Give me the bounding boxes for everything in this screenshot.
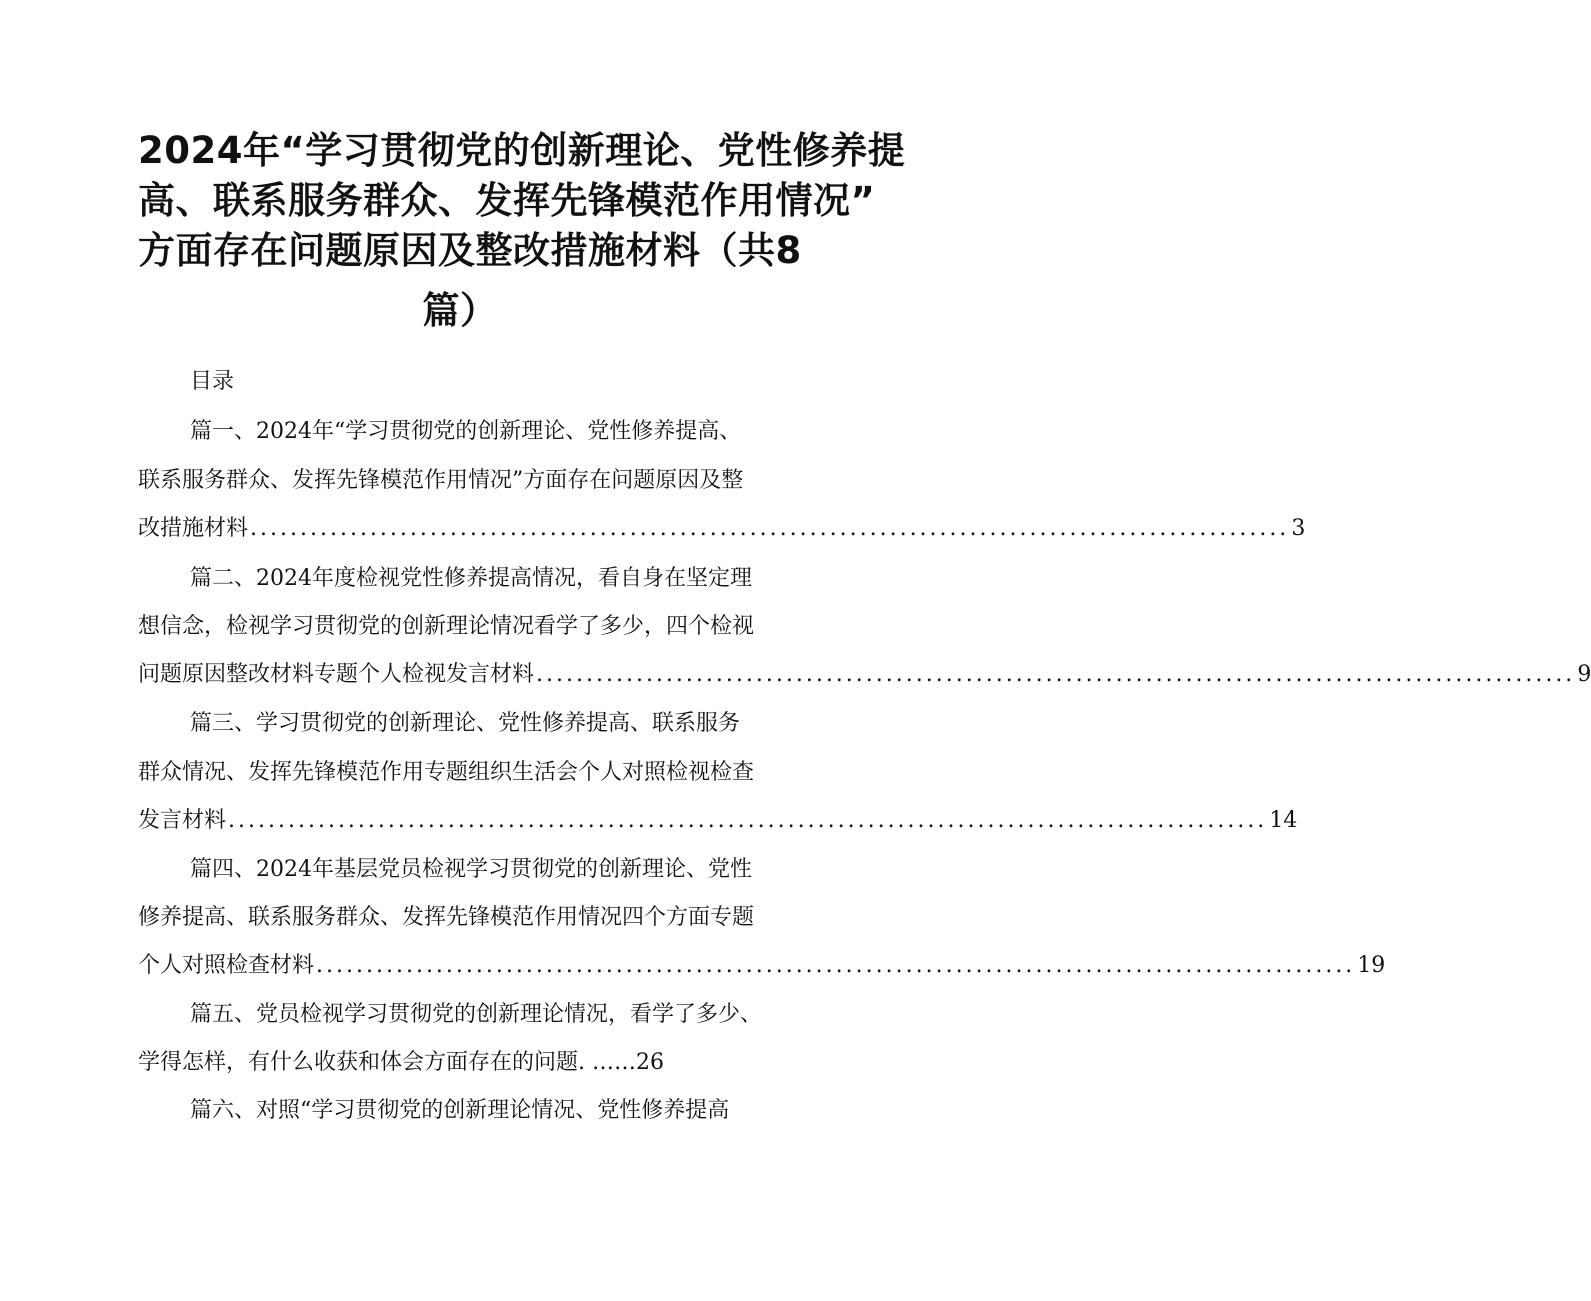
document-title-line-3: 方面存在问题原因及整改措施材料（共8 (138, 229, 802, 272)
toc-leader-dots: ........................................................................................................ (536, 662, 1576, 687)
toc-entry-1-text: 改措施材料 (138, 516, 249, 541)
toc-entry-1-line-1: 篇一、2024年“学习贯彻党的创新理论、党性修养提高、 (190, 419, 742, 444)
toc-entry-1-page: 3 (1291, 516, 1306, 541)
toc-entry-5-line-2[interactable]: 学得怎样，有什么收获和体会方面存在的问题. ……26 (138, 1050, 664, 1075)
toc-entry-3-text: 发言材料 (138, 808, 227, 833)
toc-leader-dots: ........................................................................................................ (228, 808, 1268, 833)
toc-entry-2-line-3[interactable] (138, 660, 1591, 690)
toc-leader-dots: ........................................................................................................ (316, 953, 1356, 978)
toc-entry-3-line-2: 群众情况、发挥先锋模范作用专题组织生活会个人对照检视检查 (138, 760, 755, 785)
document-title-line-4: 篇） (422, 289, 498, 332)
toc-entry-2-page: 9 (1577, 662, 1591, 687)
toc-entry-3-page: 14 (1269, 808, 1298, 833)
toc-entry-4-line-1: 篇四、2024年基层党员检视学习贯彻党的创新理论、党性 (190, 857, 752, 882)
toc-entry-3-line-3[interactable] (138, 806, 1298, 836)
toc-entry-1-line-2: 联系服务群众、发挥先锋模范作用情况”方面存在问题原因及整 (138, 468, 744, 493)
document-title-line-1: 2024年“学习贯彻党的创新理论、党性修养提 (138, 129, 906, 172)
toc-entry-4-line-3[interactable] (138, 951, 1386, 981)
toc-entry-5-line-1: 篇五、党员检视学习贯彻党的创新理论情况，看学了多少、 (190, 1002, 763, 1027)
toc-entry-3-line-1: 篇三、学习贯彻党的创新理论、党性修养提高、联系服务 (190, 711, 741, 736)
toc-entry-6-line-1: 篇六、对照“学习贯彻党的创新理论情况、党性修养提高 (190, 1098, 730, 1123)
toc-entry-2-line-2: 想信念，检视学习贯彻党的创新理论情况看学了多少，四个检视 (138, 614, 755, 639)
toc-heading: 目录 (190, 369, 235, 394)
toc-leader-dots: ........................................................................................................ (250, 516, 1290, 541)
toc-entry-4-text: 个人对照检查材料 (138, 953, 315, 978)
toc-entry-2-text: 问题原因整改材料专题个人检视发言材料 (138, 662, 535, 687)
toc-entry-4-page: 19 (1357, 953, 1386, 978)
document-title-line-2: 高、联系服务群众、发挥先锋模范作用情况” (138, 179, 876, 222)
toc-entry-4-line-2: 修养提高、联系服务群众、发挥先锋模范作用情况四个方面专题 (138, 905, 755, 930)
toc-entry-1-line-3[interactable] (138, 514, 1306, 544)
toc-entry-2-line-1: 篇二、2024年度检视党性修养提高情况，看自身在坚定理 (190, 566, 752, 591)
